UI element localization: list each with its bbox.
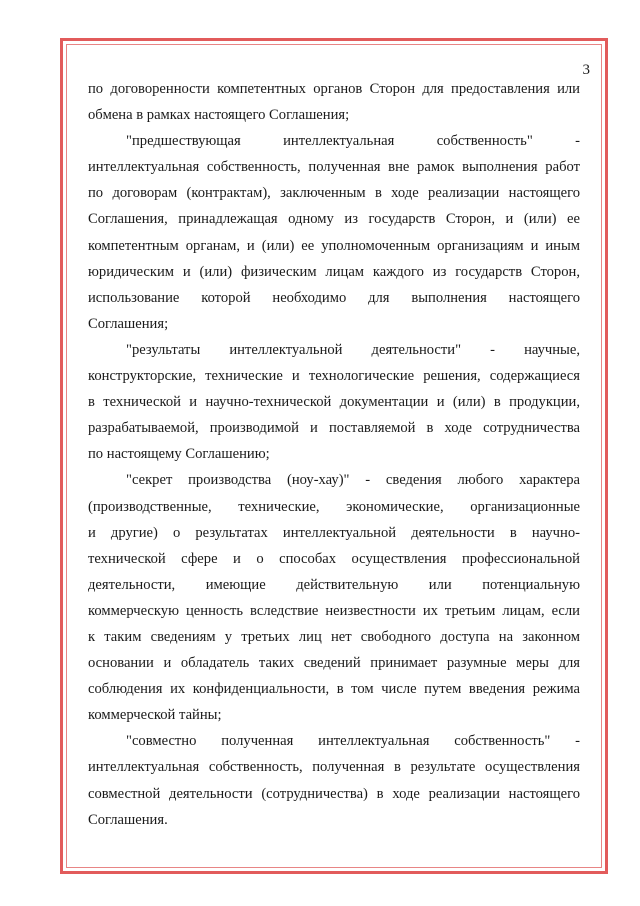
- document-body: [88, 76, 580, 833]
- text-line: к таким сведениям у третьих лиц нет свободного доступа на законном: [88, 628, 580, 645]
- paragraph-definition-prior-ip: [88, 128, 580, 337]
- paragraph-definition-ip-results: [88, 337, 580, 467]
- text-line: совместной деятельности (сотрудничества) в ходе реализации настоящего: [88, 785, 580, 802]
- paragraph-1: [88, 76, 580, 128]
- text-line: по настоящему Соглашению;: [88, 446, 270, 463]
- text-line: по договорам (контрактам), заключенным в ходе реализации настоящего: [88, 185, 580, 202]
- text-line: Соглашения.: [88, 811, 168, 828]
- text-line: интеллектуальная собственность, полученная вне рамок выполнения работ: [88, 159, 580, 176]
- text-line: юридическим и (или) физическим лицам каждого из государств Сторон,: [88, 263, 580, 280]
- text-line: "совместно полученная интеллектуальная собственность" -: [126, 733, 580, 750]
- text-line: деятельности, имеющие действительную или потенциальную: [88, 576, 580, 593]
- text-line: конструкторские, технические и технологические решения, содержащиеся: [88, 368, 580, 385]
- text-line: технической сфере и о способах осуществления профессиональной: [88, 550, 580, 567]
- text-line: коммерческую ценность вследствие неизвестности их третьим лицам, если: [88, 602, 580, 619]
- text-line: компетентным органам, и (или) ее уполномоченным организациям и иным: [88, 237, 580, 254]
- text-line: и другие) о результатах интеллектуальной деятельности в научно-: [88, 524, 580, 541]
- text-line: (производственные, технические, экономические, организационные: [88, 498, 580, 515]
- text-line: в технической и научно-технической документации и (или) в продукции,: [88, 394, 580, 411]
- text-line: Соглашения;: [88, 315, 169, 332]
- paragraph-definition-know-how: [88, 467, 580, 728]
- text-line: соблюдения их конфиденциальности, в том числе путем введения режима: [88, 681, 580, 698]
- text-line: разрабатываемой, производимой и поставляемой в ходе сотрудничества: [88, 420, 580, 437]
- text-line: использование которой необходимо для выполнения настоящего: [88, 289, 580, 306]
- text-line: "секрет производства (ноу-хау)" - сведения любого характера: [126, 472, 580, 489]
- text-line: Соглашения, принадлежащая одному из государств Сторон, и (или) ее: [88, 211, 580, 228]
- text-line: основании и обладатель таких сведений принимает разумные меры для: [88, 655, 580, 672]
- text-line: "предшествующая интеллектуальная собственность" -: [126, 133, 580, 150]
- text-line: интеллектуальная собственность, полученная в результате осуществления: [88, 759, 580, 776]
- text-line: "результаты интеллектуальной деятельности" - научные,: [126, 341, 580, 358]
- text-line: обмена в рамках настоящего Соглашения;: [88, 107, 350, 124]
- page-number: 3: [582, 62, 590, 78]
- text-line: по договоренности компетентных органов Сторон для предоставления или: [88, 81, 580, 97]
- paragraph-definition-joint-ip: [88, 728, 580, 832]
- text-line: коммерческой тайны;: [88, 707, 222, 724]
